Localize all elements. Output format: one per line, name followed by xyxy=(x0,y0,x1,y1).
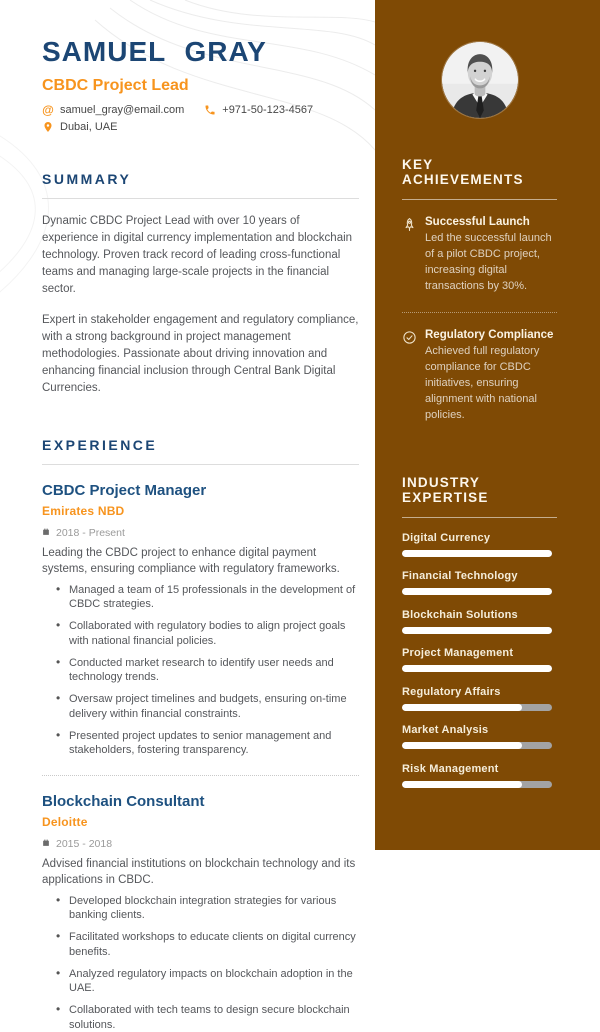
portrait-photo xyxy=(442,42,518,118)
email-text: samuel_gray@email.com xyxy=(60,104,185,116)
skill-label: Risk Management xyxy=(402,762,499,775)
contact-row xyxy=(42,104,359,116)
skill-item xyxy=(402,532,557,557)
entry-divider xyxy=(42,775,359,776)
date-text: 2018 - Present xyxy=(56,527,125,540)
skill-bar xyxy=(402,550,552,557)
skill-bar xyxy=(402,588,552,595)
bullet-item: • Facilitated workshops to educate clients on digital currency benefits. xyxy=(56,930,359,959)
header xyxy=(42,36,359,133)
calendar-icon xyxy=(42,838,50,850)
job-bullets xyxy=(42,583,359,758)
achievement-divider xyxy=(402,312,557,313)
bullet-item: • Oversaw project timelines and budgets, ensuring on-time delivery within financial constraints. xyxy=(56,692,359,721)
phone-icon xyxy=(204,104,216,116)
bullet-item: • Conducted market research to identify user needs and technology trends. xyxy=(56,656,359,685)
skill-label: Blockchain Solutions xyxy=(402,608,518,621)
job-lead: Advised financial institutions on blockchain technology and its applications in CBDC. xyxy=(42,857,356,887)
calendar-icon xyxy=(42,527,50,539)
skill-item xyxy=(402,724,557,749)
skill-bar xyxy=(402,665,552,672)
company-name: Emirates NBD xyxy=(42,504,125,519)
achievement-body xyxy=(425,216,557,295)
skill-label: Financial Technology xyxy=(402,570,518,583)
skill-fill xyxy=(402,627,552,634)
skill-item xyxy=(402,686,557,711)
summary-section xyxy=(42,171,359,397)
skill-bar xyxy=(402,627,552,634)
expertise-heading: INDUSTRY EXPERTISE xyxy=(402,475,489,506)
section-divider xyxy=(42,464,359,465)
location-item xyxy=(42,121,117,133)
job-entry xyxy=(42,793,359,1032)
skill-bar xyxy=(402,704,552,711)
achievement-title: Successful Launch xyxy=(425,216,530,228)
achievement-item xyxy=(402,216,557,295)
skill-bar xyxy=(402,742,552,749)
job-title: Blockchain Consultant xyxy=(42,792,205,810)
skill-item xyxy=(402,763,557,788)
job-entry xyxy=(42,482,359,758)
phone-text: +971-50-123-4567 xyxy=(222,104,314,116)
bullet-item: • Managed a team of 15 professionals in the development of CBDC strategies. xyxy=(56,583,359,612)
bullet-item: • Developed blockchain integration strategies for various banking clients. xyxy=(56,894,359,923)
check-circle-icon xyxy=(402,330,417,345)
contact-row xyxy=(42,121,359,133)
achievement-title: Regulatory Compliance xyxy=(425,328,554,341)
sidebar-divider xyxy=(402,517,557,518)
header-job-title: CBDC Project Lead xyxy=(42,77,189,94)
phone-item xyxy=(204,104,313,116)
skill-label: Digital Currency xyxy=(402,531,491,544)
summary-paragraph: Dynamic CBDC Project Lead with over 10 years of experience in digital currency implementation and blockchain technology. Proven track record of leading cross-functional teams and managing large-scale projects in the financial sector. xyxy=(42,215,353,296)
email-icon: @ xyxy=(42,103,54,117)
skill-item xyxy=(402,570,557,595)
achievement-text: Achieved full regulatory compliance for CBDC initiatives, ensuring alignment with national policies. xyxy=(425,344,540,421)
achievements-heading: KEY ACHIEVEMENTS xyxy=(402,157,524,187)
avatar xyxy=(441,41,519,119)
skill-label: Project Management xyxy=(402,647,514,660)
summary-paragraph: Expert in stakeholder engagement and regulatory compliance, with a strong background in project management methodologies. Passionate about driving innovation and enhancing financial inclusion through Central Bank Digital Currencies. xyxy=(42,314,359,395)
rocket-icon xyxy=(402,217,417,232)
bullet-item: • Presented project updates to senior management and stakeholders, fostering transparency. xyxy=(56,729,359,758)
location-text: Dubai, UAE xyxy=(60,121,118,133)
skill-fill xyxy=(402,588,552,595)
skill-fill xyxy=(402,665,552,672)
date-text: 2015 - 2018 xyxy=(56,837,113,850)
bullet-item: • Collaborated with tech teams to design secure blockchain solutions. xyxy=(56,1003,359,1032)
skill-fill xyxy=(402,550,552,557)
achievement-text: Led the successful launch of a pilot CBDC project, increasing digital transactions by 30%. xyxy=(425,232,552,292)
summary-heading: SUMMARY xyxy=(42,171,132,187)
date-row xyxy=(42,527,359,539)
achievement-item xyxy=(402,329,557,424)
skill-fill xyxy=(402,742,522,749)
company-name: Deloitte xyxy=(42,814,88,829)
experience-heading: EXPERIENCE xyxy=(42,437,158,454)
sidebar xyxy=(375,0,600,850)
skill-bar xyxy=(402,781,552,788)
skill-item xyxy=(402,647,557,672)
skill-label: Market Analysis xyxy=(402,724,489,737)
job-lead: Leading the CBDC project to enhance digital payment systems, ensuring compliance with regulatory frameworks. xyxy=(42,547,340,576)
name-heading: SAMUEL GRAY xyxy=(42,36,267,67)
bullet-item: • Analyzed regulatory impacts on blockchain adoption in the UAE. xyxy=(56,967,359,996)
job-title: CBDC Project Manager xyxy=(42,482,207,500)
skill-fill xyxy=(402,704,522,711)
sidebar-divider xyxy=(402,199,557,200)
email-item xyxy=(42,104,184,116)
skill-item xyxy=(402,609,557,634)
section-divider xyxy=(42,198,359,199)
experience-section xyxy=(42,437,359,1032)
skill-fill xyxy=(402,781,522,788)
skill-label: Regulatory Affairs xyxy=(402,685,501,698)
contact-info xyxy=(42,104,359,133)
location-pin-icon xyxy=(42,121,54,133)
date-row xyxy=(42,838,359,850)
job-bullets xyxy=(42,894,359,1032)
achievement-body xyxy=(425,329,557,424)
bullet-item: • Collaborated with regulatory bodies to align project goals with national financial policies. xyxy=(56,619,359,648)
